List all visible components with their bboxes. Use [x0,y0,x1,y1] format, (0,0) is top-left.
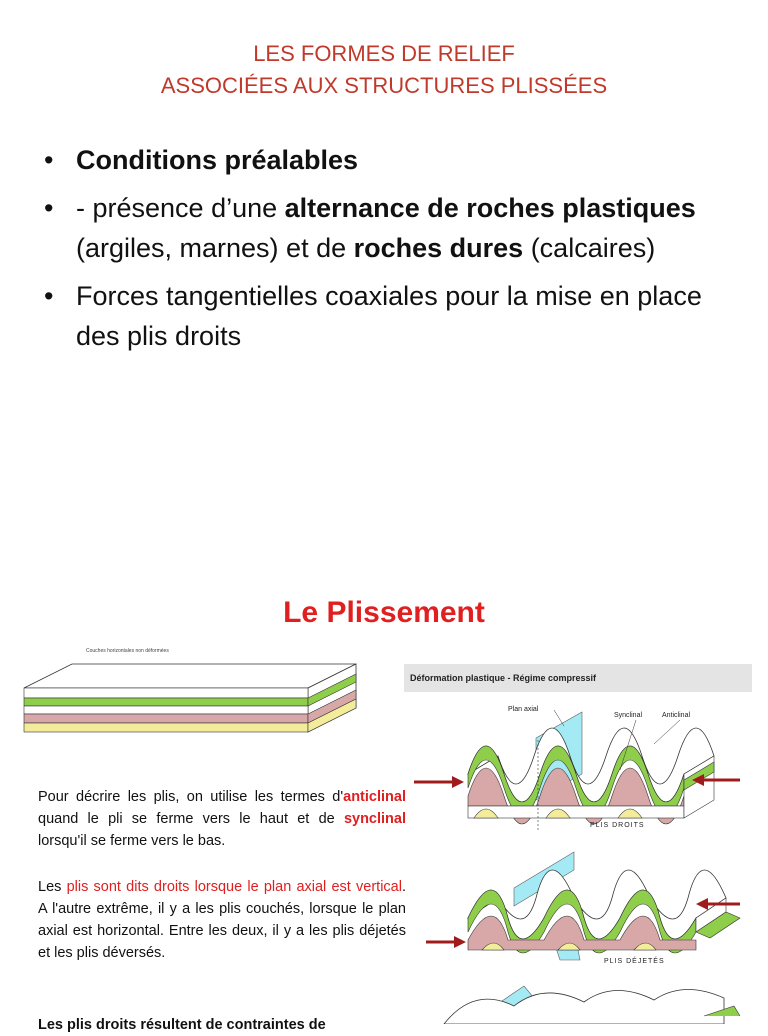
bullet-bold: roches dures [353,233,524,263]
label-anticlinal: Anticlinal [662,712,691,719]
bullet-list [44,140,744,364]
bullet-item [44,188,744,268]
label-synclinal: Synclinal [614,712,643,719]
page-title [0,38,768,102]
bullet-text: - présence d’une [76,193,285,223]
paragraph-text: Pour décrire les plis, on utilise les termes d' [38,789,344,805]
bullet-dot-icon: • [44,145,54,175]
label-plan-axial: Plan axial [508,706,539,713]
paragraph-plis-droits [38,876,406,964]
term-anticlinal: anticlinal [343,789,406,805]
bullet-bold: alternance de roches plastiques [284,193,696,223]
figure-caption: Couches horizontales non déformées [86,648,169,654]
bullet-dot-icon: • [44,193,54,223]
bullet-item [44,276,744,356]
horizontal-layers-figure [20,656,360,736]
title-line-2: ASSOCIÉES AUX STRUCTURES PLISSÉES [160,73,608,98]
paragraph-cut-off [38,1014,406,1036]
plis-dejetes-figure [404,842,754,964]
label-plis-droits: PLIS DROITS [590,822,645,829]
paragraph-text: Les plis droits résultent de contraintes de [38,1017,326,1033]
label-plis-dejetes: PLIS DÉJETÉS [604,958,665,965]
bullet-dot-icon: • [44,281,54,311]
paragraph-text: quand le pli se ferme vers le haut et de [38,811,344,827]
bullet-item [44,140,744,180]
paragraph-folds-terms [38,786,406,852]
bullet-text: Forces tangentielles coaxiales pour la mise en place des plis droits [76,281,702,351]
section-title: Le Plissement [283,596,485,629]
bullet-text: Conditions préalables [76,145,359,175]
bullet-text: (calcaires) [523,233,656,263]
title-line-1: LES FORMES DE RELIEF [253,41,515,66]
figure-header-bar: Déformation plastique - Régime compressif [404,664,752,692]
term-synclinal: synclinal [343,811,406,827]
highlight-red: plis sont dits droits lorsque le plan axial est vertical [66,879,402,895]
paragraph-text: . A l'autre extrême, il y a les plis couchés, lorsque le plan axial est horizontal. Entre les deux, il y a les plis déjetés et les plis déversés. [38,879,406,961]
plis-deverses-figure-partial [404,976,754,1024]
paragraph-text: Les [38,879,67,895]
bullet-text: (argiles, marnes) et de [76,233,354,263]
plis-droits-figure [404,700,754,836]
paragraph-text: lorsqu'il se ferme vers le bas. [38,833,226,849]
